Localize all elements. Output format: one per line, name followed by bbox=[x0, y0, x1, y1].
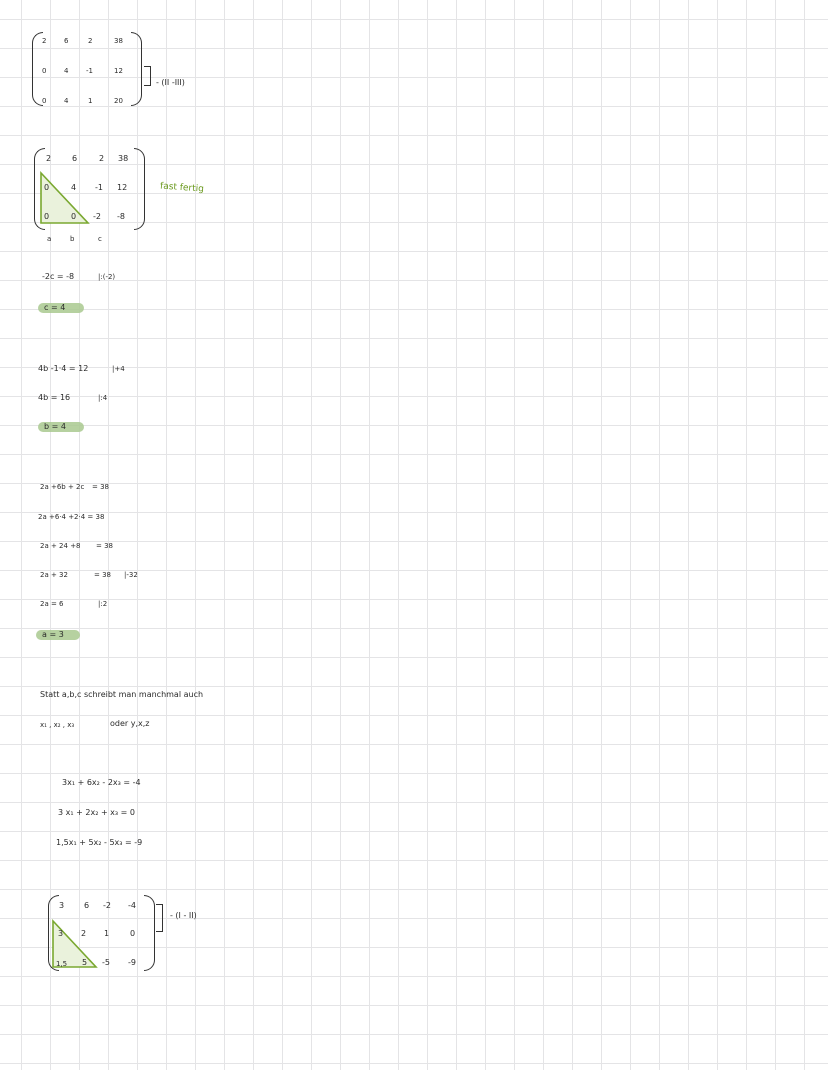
column-label: a bbox=[47, 235, 52, 243]
matrix-cell: 1 bbox=[88, 97, 93, 105]
row-op-bracket bbox=[144, 66, 151, 86]
matrix-cell: 0 bbox=[44, 183, 50, 192]
matrix-cell: -4 bbox=[128, 901, 136, 910]
equation-a-1: 2a +6b + 2c bbox=[40, 483, 85, 491]
equation-c-op: |:(-2) bbox=[98, 273, 116, 281]
equation-a-5-op: |:2 bbox=[98, 600, 108, 608]
matrix-cell: 0 bbox=[42, 67, 47, 75]
equation-a-4-rhs: = 38 bbox=[94, 571, 111, 579]
row-operation: - (I - II) bbox=[170, 911, 197, 920]
matrix-cell: 0 bbox=[71, 212, 77, 221]
matrix-cell: 38 bbox=[114, 37, 123, 45]
result-b: b = 4 bbox=[44, 422, 66, 431]
matrix-cell: 0 bbox=[130, 929, 136, 938]
note-vars: x₁ , x₂ , x₃ bbox=[40, 721, 75, 729]
green-note: fast fertig bbox=[159, 181, 205, 195]
equation-a-1-rhs: = 38 bbox=[92, 483, 109, 491]
matrix-cell: 12 bbox=[117, 183, 128, 192]
matrix-cell: 4 bbox=[64, 67, 69, 75]
matrix-cell: -8 bbox=[117, 212, 125, 221]
system-equation-2: 3 x₁ + 2x₂ + x₃ = 0 bbox=[58, 808, 136, 817]
equation-a-3: 2a + 24 +8 bbox=[40, 542, 81, 550]
matrix-cell: 2 bbox=[42, 37, 47, 45]
matrix-3-right-paren bbox=[144, 895, 155, 971]
matrix-cell: 20 bbox=[114, 97, 123, 105]
matrix-cell: 0 bbox=[42, 97, 47, 105]
equation-a-4-op: |-32 bbox=[124, 571, 138, 579]
matrix-cell: 2 bbox=[81, 929, 87, 938]
matrix-cell: 6 bbox=[72, 154, 78, 163]
equation-a-2: 2a +6·4 +2·4 = 38 bbox=[38, 513, 105, 521]
system-equation-3: 1,5x₁ + 5x₂ - 5x₃ = -9 bbox=[56, 838, 143, 847]
matrix-cell: 0 bbox=[44, 212, 50, 221]
matrix-cell: 1,5 bbox=[56, 960, 68, 968]
matrix-cell: 5 bbox=[82, 958, 88, 967]
row-op-bracket bbox=[156, 904, 163, 932]
row-operation: - (II -III) bbox=[156, 78, 185, 87]
column-label: b bbox=[70, 235, 75, 243]
equation-a-3-rhs: = 38 bbox=[96, 542, 113, 550]
equation-a-5: 2a = 6 bbox=[40, 600, 64, 608]
matrix-cell: 3 bbox=[58, 929, 64, 938]
result-a: a = 3 bbox=[42, 630, 64, 639]
system-equation-1: 3x₁ + 6x₂ - 2x₃ = -4 bbox=[62, 778, 141, 787]
note-alt: oder y,x,z bbox=[110, 719, 150, 728]
matrix-cell: 4 bbox=[71, 183, 77, 192]
column-label: c bbox=[98, 235, 102, 243]
matrix-2-right-paren bbox=[134, 148, 145, 230]
matrix-cell: -1 bbox=[86, 67, 93, 75]
matrix-cell: -9 bbox=[128, 958, 136, 967]
equation-b-1: 4b -1·4 = 12 bbox=[38, 364, 89, 373]
equation-a-4: 2a + 32 bbox=[40, 571, 68, 579]
matrix-cell: 6 bbox=[64, 37, 69, 45]
matrix-cell: 2 bbox=[99, 154, 105, 163]
equation-b-2: 4b = 16 bbox=[38, 393, 71, 402]
matrix-cell: 2 bbox=[88, 37, 93, 45]
matrix-cell: 38 bbox=[118, 154, 129, 163]
matrix-cell: 6 bbox=[84, 901, 90, 910]
note-line-1: Statt a,b,c schreibt man manchmal auch bbox=[40, 690, 204, 699]
matrix-1-right-paren bbox=[131, 32, 142, 106]
matrix-cell: 1 bbox=[104, 929, 110, 938]
result-c: c = 4 bbox=[44, 303, 66, 312]
matrix-cell: -2 bbox=[103, 901, 111, 910]
equation-b-1-op: |+4 bbox=[112, 365, 125, 373]
matrix-cell: 12 bbox=[114, 67, 123, 75]
matrix-cell: 3 bbox=[59, 901, 65, 910]
equation-c: -2c = -8 bbox=[42, 272, 75, 281]
matrix-cell: 4 bbox=[64, 97, 69, 105]
matrix-cell: 2 bbox=[46, 154, 52, 163]
matrix-cell: -5 bbox=[102, 958, 110, 967]
matrix-cell: -2 bbox=[93, 212, 101, 221]
equation-b-2-op: |:4 bbox=[98, 394, 108, 402]
matrix-cell: -1 bbox=[95, 183, 103, 192]
